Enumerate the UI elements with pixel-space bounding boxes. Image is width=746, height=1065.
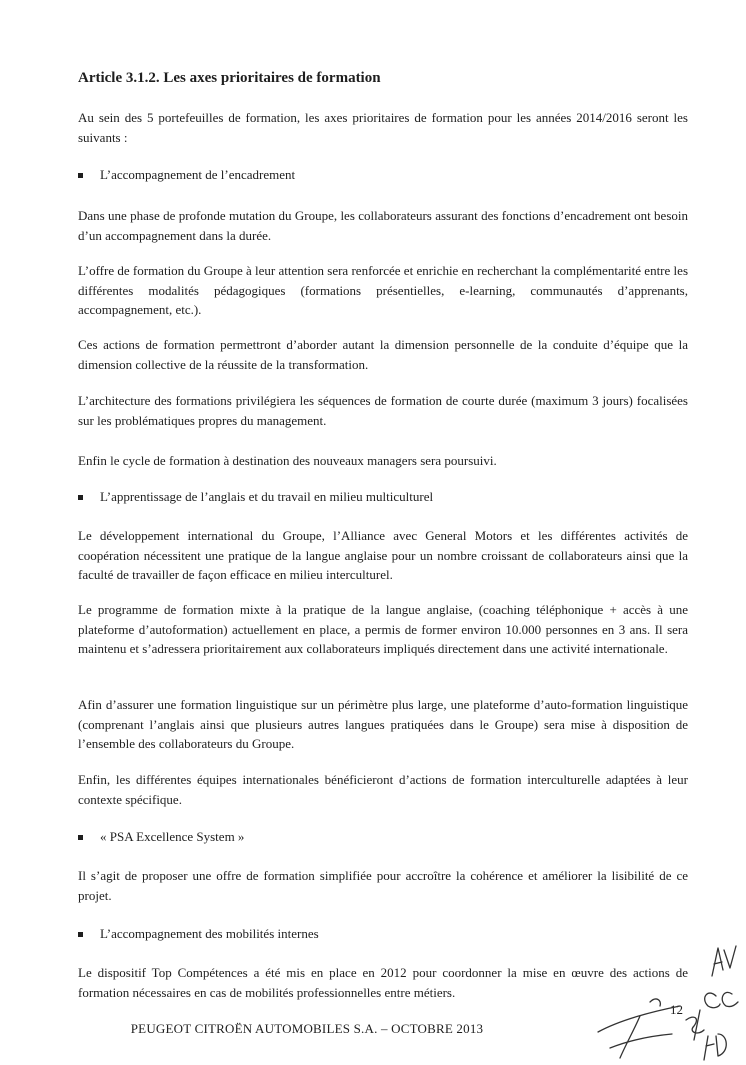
bullet-square-icon [78, 495, 83, 500]
paragraph: Enfin le cycle de formation à destination des nouveaux managers sera poursuivi. [78, 453, 497, 468]
handwritten-initials-signature [590, 940, 740, 1062]
bullet-label: L’accompagnement des mobilités internes [100, 926, 319, 941]
paragraph: Afin d’assurer une formation linguistique sur un périmètre plus large, une plateforme d’auto-formation linguistique (comprenant l’anglais ainsi que plusieurs autres langues pratiquées dans le Groupe) sera mise à disposition de l’ensemble des collaborateurs du Groupe. [78, 697, 688, 751]
article-heading: Article 3.1.2. Les axes prioritaires de formation [78, 70, 381, 86]
bullet-square-icon [78, 932, 83, 937]
bullet-label: L’accompagnement de l’encadrement [100, 167, 296, 182]
intro-paragraph: Au sein des 5 portefeuilles de formation, les axes prioritaires de formation pour les années 2014/2016 seront les suivants : [78, 110, 688, 145]
bullet-item [78, 487, 433, 507]
paragraph: L’architecture des formations privilégiera les séquences de formation de courte durée (maximum 3 jours) focalisées sur les problématiques propres du management. [78, 393, 688, 428]
bullet-item [78, 924, 319, 944]
paragraph: L’offre de formation du Groupe à leur attention sera renforcée et enrichie en recherchant la complémentarité entre les différentes modalités pédagogiques (formations présentielles, e-learning, communautés d’apprenants, accompagnement, etc.). [78, 263, 688, 317]
paragraph: Le dispositif Top Compétences a été mis en place en 2012 pour coordonner la mise en œuvre des actions de formation nécessaires en cas de mobilités professionnelles entre métiers. [78, 965, 688, 1000]
paragraph: Le développement international du Groupe, l’Alliance avec General Motors et les différentes activités de coopération nécessitent une pratique de la langue anglaise pour un nombre croissant de collaborateurs ainsi que la faculté de travailler de façon efficace en milieu interculturel. [78, 528, 688, 582]
bullet-item [78, 827, 244, 847]
paragraph: Le programme de formation mixte à la pratique de la langue anglaise, (coaching téléphonique + accès à une plateforme d’autoformation) actuellement en place, a permis de former environ 10.000 personnes en 3 ans. Il sera maintenu et s’adressera prioritairement aux collaborateurs impliqués directement dans une activité internationale. [78, 602, 688, 656]
footer-text: PEUGEOT CITROËN AUTOMOBILES S.A. – OCTOBRE 2013 [130, 1021, 484, 1036]
paragraph: Ces actions de formation permettront d’aborder autant la dimension personnelle de la conduite d’équipe que la dimension collective de la réussite de la transformation. [78, 337, 688, 372]
paragraph: Il s’agit de proposer une offre de formation simplifiée pour accroître la cohérence et améliorer la lisibilité de ce projet. [78, 868, 688, 903]
paragraph: Dans une phase de profonde mutation du Groupe, les collaborateurs assurant des fonctions d’encadrement ont besoin d’un accompagnement dans la durée. [78, 208, 688, 243]
bullet-item [78, 165, 295, 185]
bullet-label: L’apprentissage de l’anglais et du travail en milieu multiculturel [100, 489, 434, 504]
page-number: 12 [670, 1002, 683, 1017]
bullet-label: « PSA Excellence System » [100, 829, 245, 844]
bullet-square-icon [78, 173, 83, 178]
bullet-square-icon [78, 835, 83, 840]
paragraph: Enfin, les différentes équipes internationales bénéficieront d’actions de formation interculturelle adaptées à leur contexte spécifique. [78, 772, 688, 807]
